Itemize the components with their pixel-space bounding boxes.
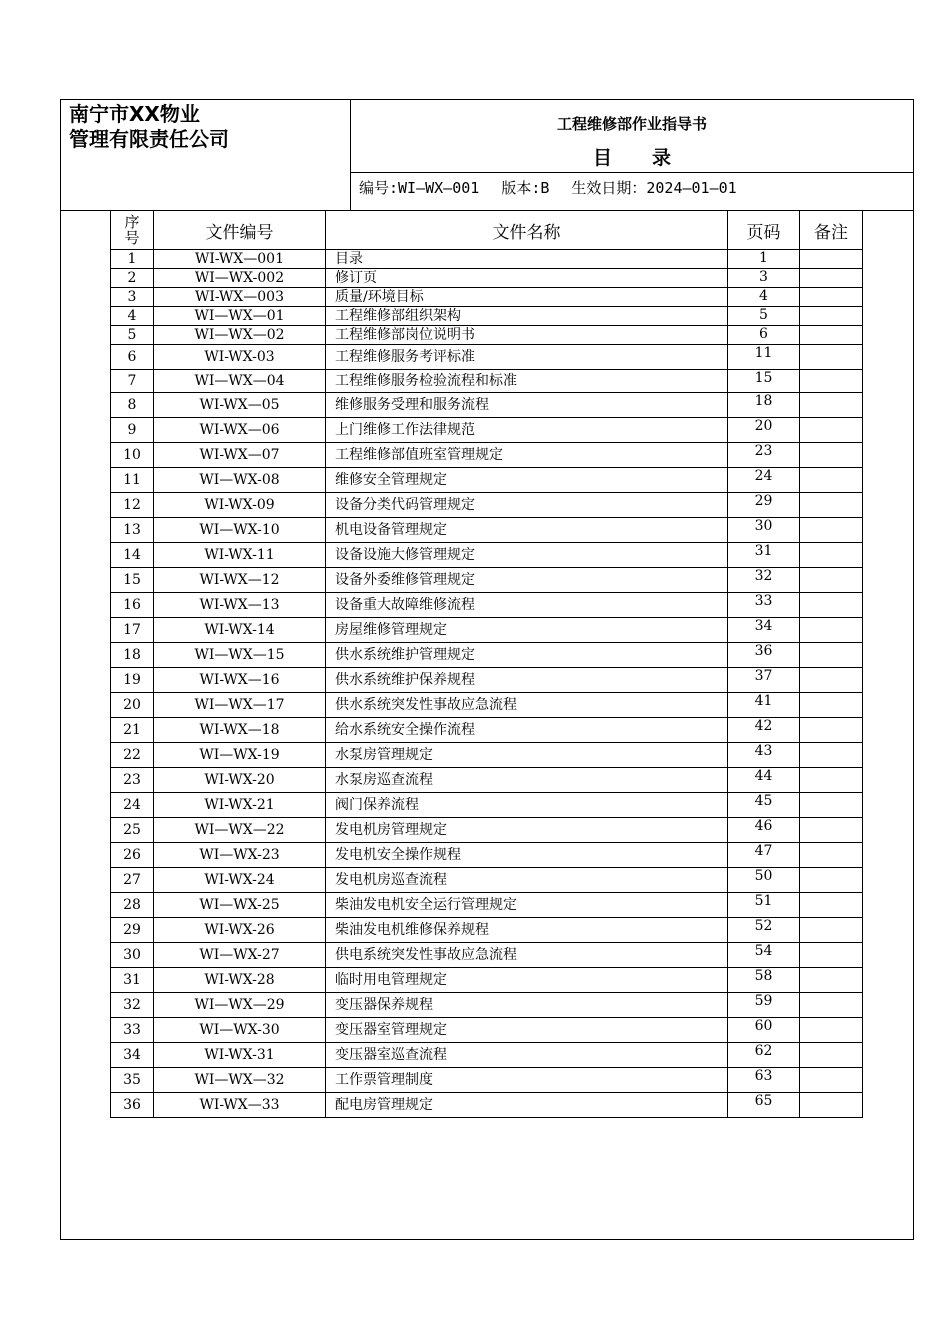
cell-page: 43: [728, 743, 800, 768]
cell-seq: 29: [111, 918, 154, 943]
cell-seq: 1: [111, 250, 154, 269]
cell-name: 设备重大故障维修流程: [326, 593, 728, 618]
cell-remark: [800, 345, 863, 370]
cell-remark: [800, 618, 863, 643]
cell-page: 5: [728, 307, 800, 326]
cell-remark: [800, 868, 863, 893]
cell-seq: 31: [111, 968, 154, 993]
table-row: [111, 1043, 863, 1068]
cell-seq: 18: [111, 643, 154, 668]
cell-remark: [800, 643, 863, 668]
cell-code: WI—WX—32: [154, 1068, 326, 1093]
cell-remark: [800, 693, 863, 718]
cell-code: WI—WX-19: [154, 743, 326, 768]
cell-remark: [800, 968, 863, 993]
cell-code: WI-WX-28: [154, 968, 326, 993]
cell-page: 41: [728, 693, 800, 718]
cell-remark: [800, 1043, 863, 1068]
cell-name: 质量/环境目标: [326, 288, 728, 307]
cell-seq: 30: [111, 943, 154, 968]
table-row: [111, 307, 863, 326]
cell-remark: [800, 518, 863, 543]
cell-code: WI-WX—06: [154, 418, 326, 443]
cell-page: 4: [728, 288, 800, 307]
cell-page: 44: [728, 768, 800, 793]
table-row: [111, 1093, 863, 1118]
cell-code: WI-WX-09: [154, 493, 326, 518]
cell-remark: [800, 307, 863, 326]
cell-name: 工程维修部岗位说明书: [326, 326, 728, 345]
table-row: [111, 568, 863, 593]
cell-code: WI—WX—29: [154, 993, 326, 1018]
table-row: [111, 518, 863, 543]
cell-remark: [800, 1068, 863, 1093]
cell-code: WI-WX—003: [154, 288, 326, 307]
cell-page: 6: [728, 326, 800, 345]
cell-code: WI-WX—07: [154, 443, 326, 468]
cell-remark: [800, 493, 863, 518]
cell-page: 37: [728, 668, 800, 693]
cell-name: 配电房管理规定: [326, 1093, 728, 1118]
cell-name: 工程维修部组织架构: [326, 307, 728, 326]
cell-remark: [800, 543, 863, 568]
cell-code: WI-WX-24: [154, 868, 326, 893]
cell-seq: 28: [111, 893, 154, 918]
cell-page: 63: [728, 1068, 800, 1093]
cell-name: 给水系统安全操作流程: [326, 718, 728, 743]
cell-remark: [800, 918, 863, 943]
cell-code: WI-WX—13: [154, 593, 326, 618]
table-row: [111, 868, 863, 893]
table-row: [111, 943, 863, 968]
cell-name: 修订页: [326, 269, 728, 288]
table-row: [111, 418, 863, 443]
cell-name: 变压器室管理规定: [326, 1018, 728, 1043]
cell-name: 供水系统突发性事故应急流程: [326, 693, 728, 718]
cell-name: 阀门保养流程: [326, 793, 728, 818]
cell-name: 变压器保养规程: [326, 993, 728, 1018]
cell-seq: 23: [111, 768, 154, 793]
cell-page: 60: [728, 1018, 800, 1043]
company-name-line2: 管理有限责任公司: [69, 127, 229, 151]
cell-code: WI-WX-11: [154, 543, 326, 568]
cell-remark: [800, 1093, 863, 1118]
cell-name: 变压器室巡查流程: [326, 1043, 728, 1068]
cell-code: WI-WX-03: [154, 345, 326, 370]
cell-remark: [800, 288, 863, 307]
effective-date: 生效日期：2024—01—01: [571, 179, 737, 197]
toc-table: [110, 210, 863, 1118]
cell-name: 供电系统突发性事故应急流程: [326, 943, 728, 968]
cell-code: WI—WX-23: [154, 843, 326, 868]
table-row: [111, 768, 863, 793]
cell-remark: [800, 743, 863, 768]
cell-seq: 9: [111, 418, 154, 443]
cell-page: 23: [728, 443, 800, 468]
table-row: [111, 918, 863, 943]
cell-seq: 25: [111, 818, 154, 843]
cell-remark: [800, 793, 863, 818]
cell-page: 65: [728, 1093, 800, 1118]
cell-name: 发电机房巡查流程: [326, 868, 728, 893]
cell-code: WI—WX—04: [154, 370, 326, 393]
document-title: 工程维修部作业指导书: [556, 115, 707, 133]
cell-seq: 7: [111, 370, 154, 393]
cell-code: WI-WX—001: [154, 250, 326, 269]
cell-remark: [800, 418, 863, 443]
cell-seq: 14: [111, 543, 154, 568]
cell-code: WI-WX-20: [154, 768, 326, 793]
cell-remark: [800, 943, 863, 968]
cell-page: 58: [728, 968, 800, 993]
header-code: 文件编号: [154, 211, 326, 250]
cell-name: 维修安全管理规定: [326, 468, 728, 493]
cell-page: 3: [728, 269, 800, 288]
cell-page: 47: [728, 843, 800, 868]
cell-name: 水泵房管理规定: [326, 743, 728, 768]
cell-seq: 4: [111, 307, 154, 326]
cell-name: 供水系统维护保养规程: [326, 668, 728, 693]
table-row: [111, 345, 863, 370]
cell-code: WI-WX-14: [154, 618, 326, 643]
document-header: [61, 100, 913, 211]
table-row: [111, 269, 863, 288]
cell-code: WI-WX-21: [154, 793, 326, 818]
cell-seq: 32: [111, 993, 154, 1018]
cell-remark: [800, 993, 863, 1018]
cell-page: 51: [728, 893, 800, 918]
cell-seq: 19: [111, 668, 154, 693]
section-title: 目录: [592, 147, 711, 169]
cell-page: 20: [728, 418, 800, 443]
table-row: [111, 668, 863, 693]
cell-name: 工程维修部值班室管理规定: [326, 443, 728, 468]
cell-remark: [800, 593, 863, 618]
cell-page: 36: [728, 643, 800, 668]
cell-remark: [800, 443, 863, 468]
cell-page: 59: [728, 993, 800, 1018]
cell-page: 15: [728, 370, 800, 393]
cell-seq: 34: [111, 1043, 154, 1068]
toc-header-row: [111, 211, 863, 250]
cell-page: 33: [728, 593, 800, 618]
cell-code: WI—WX-002: [154, 269, 326, 288]
table-row: [111, 468, 863, 493]
cell-name: 工程维修服务考评标准: [326, 345, 728, 370]
cell-name: 发电机房管理规定: [326, 818, 728, 843]
cell-seq: 24: [111, 793, 154, 818]
table-row: [111, 593, 863, 618]
table-row: [111, 618, 863, 643]
cell-seq: 2: [111, 269, 154, 288]
table-row: [111, 326, 863, 345]
cell-remark: [800, 269, 863, 288]
cell-remark: [800, 668, 863, 693]
table-row: [111, 718, 863, 743]
cell-code: WI—WX—15: [154, 643, 326, 668]
cell-remark: [800, 468, 863, 493]
header-remark: 备注: [800, 211, 863, 250]
table-row: [111, 993, 863, 1018]
cell-page: 29: [728, 493, 800, 518]
cell-name: 目录: [326, 250, 728, 269]
table-row: [111, 443, 863, 468]
cell-page: 52: [728, 918, 800, 943]
cell-seq: 22: [111, 743, 154, 768]
cell-seq: 11: [111, 468, 154, 493]
table-row: [111, 493, 863, 518]
company-name: [61, 100, 351, 210]
cell-code: WI-WX-26: [154, 918, 326, 943]
header-name: 文件名称: [326, 211, 728, 250]
cell-seq: 15: [111, 568, 154, 593]
cell-seq: 27: [111, 868, 154, 893]
cell-seq: 16: [111, 593, 154, 618]
table-row: [111, 1068, 863, 1093]
cell-code: WI—WX-10: [154, 518, 326, 543]
table-row: [111, 288, 863, 307]
cell-seq: 3: [111, 288, 154, 307]
cell-page: 46: [728, 818, 800, 843]
cell-page: 62: [728, 1043, 800, 1068]
cell-name: 上门维修工作法律规范: [326, 418, 728, 443]
header-seq: 序号: [111, 211, 154, 250]
cell-name: 发电机安全操作规程: [326, 843, 728, 868]
cell-page: 18: [728, 393, 800, 418]
cell-name: 供水系统维护管理规定: [326, 643, 728, 668]
table-row: [111, 893, 863, 918]
table-row: [111, 643, 863, 668]
cell-name: 水泵房巡查流程: [326, 768, 728, 793]
cell-name: 设备外委维修管理规定: [326, 568, 728, 593]
cell-code: WI—WX-25: [154, 893, 326, 918]
cell-name: 机电设备管理规定: [326, 518, 728, 543]
cell-page: 34: [728, 618, 800, 643]
cell-remark: [800, 250, 863, 269]
table-row: [111, 693, 863, 718]
document-meta: [351, 173, 913, 210]
company-name-line1: 南宁市XX物业: [69, 102, 200, 126]
document-version: 版本:B: [501, 179, 550, 197]
cell-remark: [800, 818, 863, 843]
cell-code: WI—WX—02: [154, 326, 326, 345]
cell-seq: 33: [111, 1018, 154, 1043]
cell-page: 45: [728, 793, 800, 818]
cell-seq: 26: [111, 843, 154, 868]
cell-seq: 35: [111, 1068, 154, 1093]
table-row: [111, 818, 863, 843]
cell-seq: 5: [111, 326, 154, 345]
cell-remark: [800, 768, 863, 793]
table-row: [111, 543, 863, 568]
cell-code: WI-WX—33: [154, 1093, 326, 1118]
cell-seq: 8: [111, 393, 154, 418]
cell-remark: [800, 893, 863, 918]
cell-code: WI—WX—22: [154, 818, 326, 843]
cell-page: 11: [728, 345, 800, 370]
cell-remark: [800, 1018, 863, 1043]
header-page: 页码: [728, 211, 800, 250]
cell-seq: 10: [111, 443, 154, 468]
cell-code: WI-WX—18: [154, 718, 326, 743]
cell-name: 维修服务受理和服务流程: [326, 393, 728, 418]
toc-body: [111, 250, 863, 1118]
cell-page: 42: [728, 718, 800, 743]
cell-seq: 6: [111, 345, 154, 370]
cell-page: 24: [728, 468, 800, 493]
document-number: 编号:WI—WX—001: [359, 179, 480, 197]
cell-code: WI—WX-08: [154, 468, 326, 493]
cell-page: 1: [728, 250, 800, 269]
table-row: [111, 743, 863, 768]
table-row: [111, 968, 863, 993]
cell-code: WI-WX-31: [154, 1043, 326, 1068]
cell-remark: [800, 393, 863, 418]
cell-remark: [800, 843, 863, 868]
cell-name: 柴油发电机维修保养规程: [326, 918, 728, 943]
cell-name: 工程维修服务检验流程和标准: [326, 370, 728, 393]
cell-remark: [800, 370, 863, 393]
cell-code: WI—WX-30: [154, 1018, 326, 1043]
cell-seq: 36: [111, 1093, 154, 1118]
cell-page: 32: [728, 568, 800, 593]
table-row: [111, 843, 863, 868]
table-row: [111, 793, 863, 818]
cell-code: WI-WX—05: [154, 393, 326, 418]
cell-name: 设备分类代码管理规定: [326, 493, 728, 518]
cell-code: WI-WX—12: [154, 568, 326, 593]
table-row: [111, 1018, 863, 1043]
cell-code: WI—WX—01: [154, 307, 326, 326]
cell-name: 设备设施大修管理规定: [326, 543, 728, 568]
cell-seq: 17: [111, 618, 154, 643]
cell-seq: 21: [111, 718, 154, 743]
cell-name: 房屋维修管理规定: [326, 618, 728, 643]
cell-seq: 13: [111, 518, 154, 543]
cell-remark: [800, 718, 863, 743]
cell-remark: [800, 568, 863, 593]
cell-page: 30: [728, 518, 800, 543]
cell-code: WI-WX—16: [154, 668, 326, 693]
cell-name: 柴油发电机安全运行管理规定: [326, 893, 728, 918]
cell-remark: [800, 326, 863, 345]
cell-name: 工作票管理制度: [326, 1068, 728, 1093]
cell-code: WI—WX-27: [154, 943, 326, 968]
cell-page: 50: [728, 868, 800, 893]
cell-page: 54: [728, 943, 800, 968]
cell-seq: 12: [111, 493, 154, 518]
cell-name: 临时用电管理规定: [326, 968, 728, 993]
cell-page: 31: [728, 543, 800, 568]
table-row: [111, 370, 863, 393]
table-row: [111, 393, 863, 418]
table-row: [111, 250, 863, 269]
title-block: [351, 100, 913, 173]
cell-code: WI—WX—17: [154, 693, 326, 718]
cell-seq: 20: [111, 693, 154, 718]
